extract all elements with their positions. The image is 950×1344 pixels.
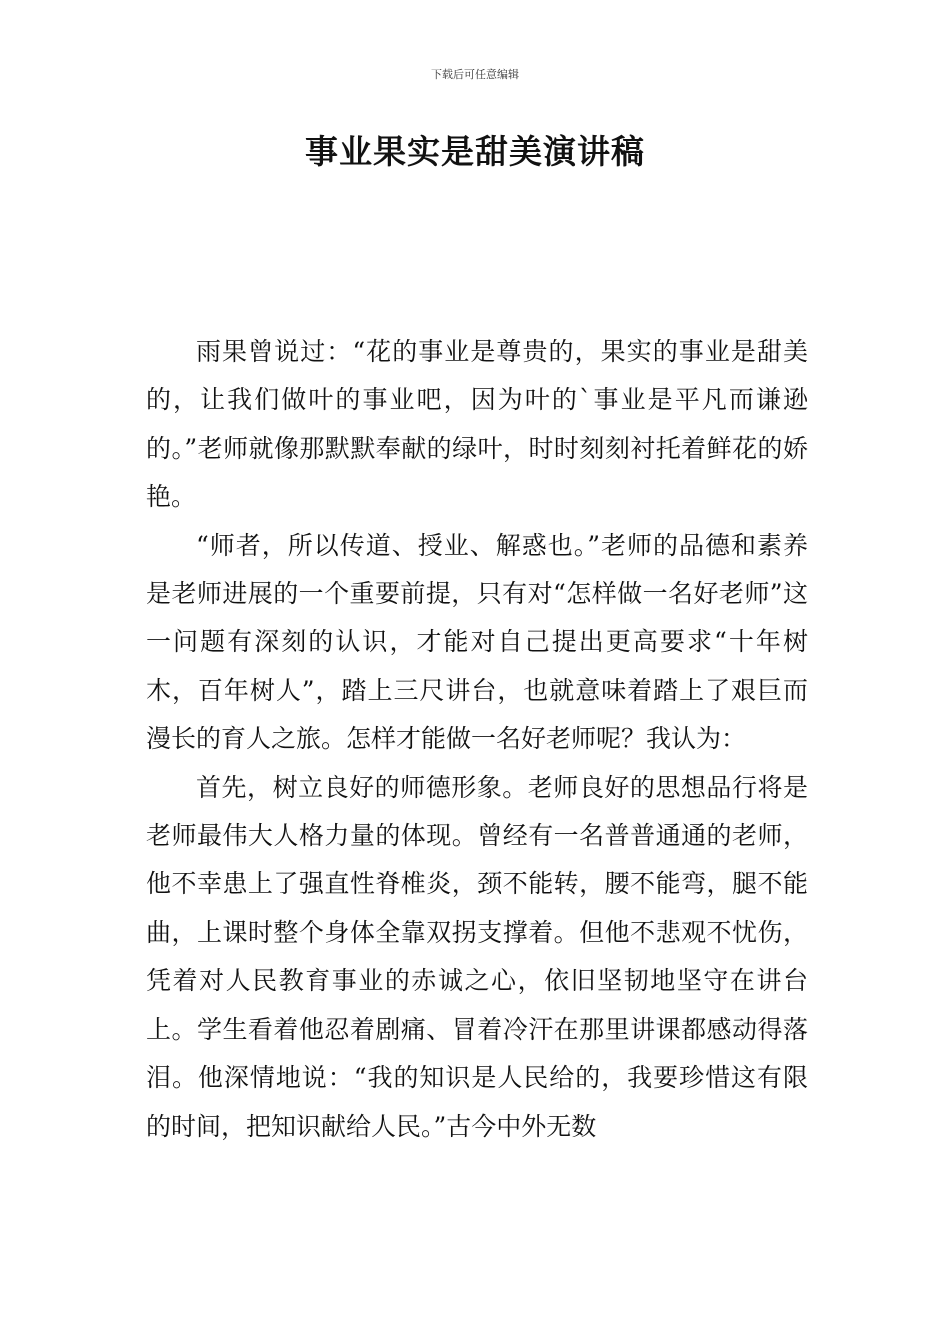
document-body (146, 328, 808, 1151)
paragraph-3: 首先，树立良好的师德形象。老师良好的思想品行将是老师最伟大人格力量的体现。曾经有一名普普通通的老师，他不幸患上了强直性脊椎炎，颈不能转，腰不能弯，腿不能曲，上课时整个身体全靠双拐支撑着。但他不悲观不忧伤，凭着对人民教育事业的赤诚之心，依旧坚韧地坚守在讲台上。学生看着他忍着剧痛、冒着冷汗在那里讲课都感动得落泪。他深情地说：“我的知识是人民给的，我要珍惜这有限的时间，把知识献给人民。”古今中外无数 (146, 772, 808, 1141)
header-note: 下载后可任意编辑 (431, 68, 519, 81)
paragraph-1: 雨果曾说过：“花的事业是尊贵的，果实的事业是甜美的，让我们做叶的事业吧，因为叶的`事业是平凡而谦逊的。”老师就像那默默奉献的绿叶，时时刻刻衬托着鲜花的娇艳。 (146, 337, 808, 512)
paragraph-2: “师者，所以传道、授业、解惑也。”老师的品德和素养是老师进展的一个重要前提，只有对“怎样做一名好老师”这一问题有深刻的认识，才能对自己提出更高要求“十年树木，百年树人”，踏上三尺讲台，也就意味着踏上了艰巨而漫长的育人之旅。怎样才能做一名好老师呢？我认为： (146, 530, 808, 754)
document-title: 事业果实是甜美演讲稿 (305, 132, 645, 171)
